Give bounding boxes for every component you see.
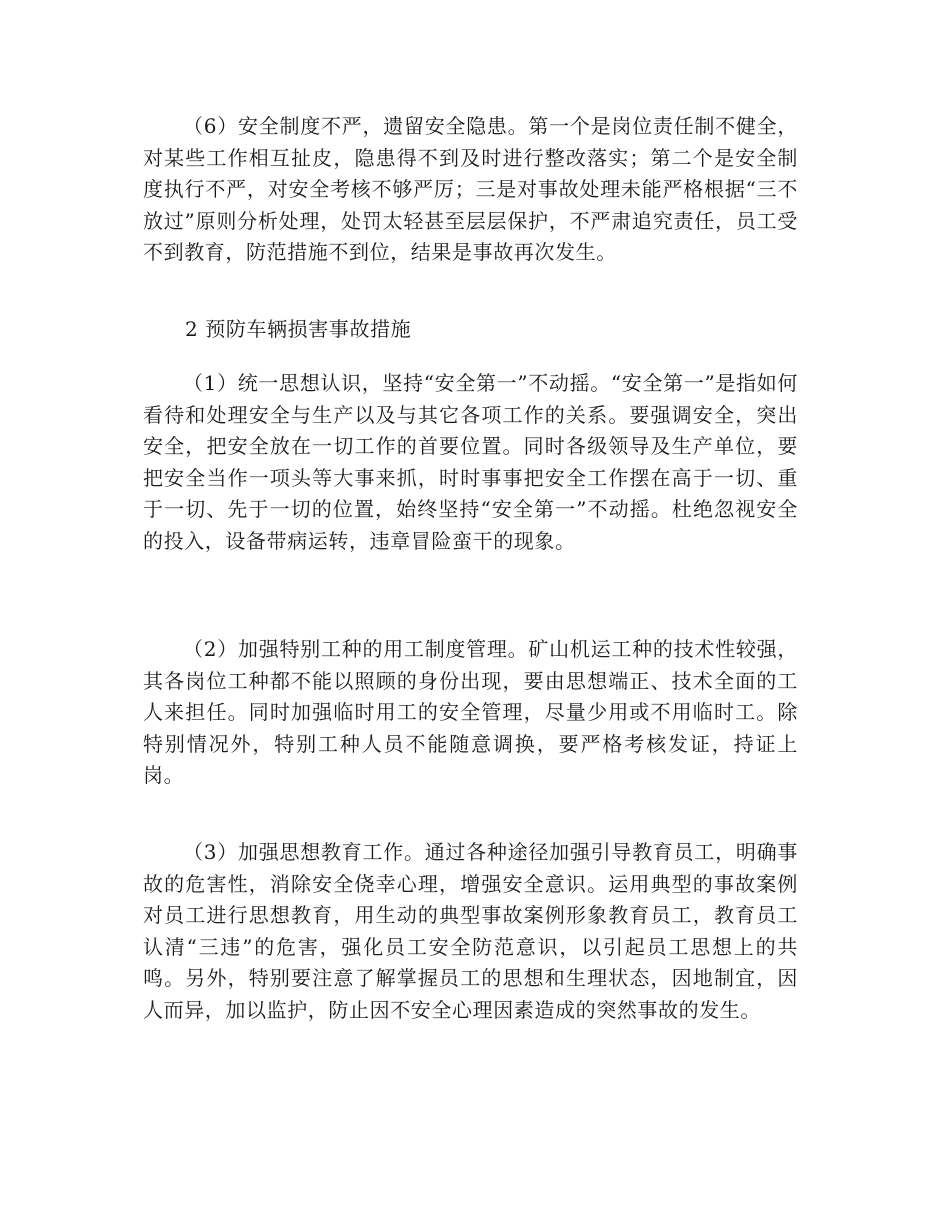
- section-heading-prevention-measures: 2 预防车辆损害事故措施: [185, 317, 412, 341]
- paragraph-special-workers: （2）加强特别工种的用工制度管理。矿山机运工种的技术性较强，其各岗位工种都不能以照顾的身份出现，要由思想端正、技术全面的工人来担任。同时加强临时用工的安全管理，尽量少用或不用临时工。除特别情况外，特别工种人员不能随意调换，要严格考核发证，持证上岗。: [143, 637, 798, 787]
- paragraph-safety-system: （6）安全制度不严，遗留安全隐患。第一个是岗位责任制不健全，对某些工作相互扯皮，隐患得不到及时进行整改落实；第二个是安全制度执行不严，对安全考核不够严厉；三是对事故处理未能严格根据“三不放过”原则分析处理，处罚太轻甚至层层保护，不严肃追究责任，员工受不到教育，防范措施不到位，结果是事故再次发生。: [143, 114, 798, 264]
- paragraph-unify-thinking: （1）统一思想认识，坚持“安全第一”不动摇。“安全第一”是指如何看待和处理安全与生产以及与其它各项工作的关系。要强调安全，突出安全，把安全放在一切工作的首要位置。同时各级领导及生产单位，要把安全当作一项头等大事来抓，时时事事把安全工作摆在高于一切、重于一切、先于一切的位置，始终坚持“安全第一”不动摇。杜绝忽视安全的投入，设备带病运转，违章冒险蛮干的现象。: [143, 371, 798, 553]
- paragraph-ideological-education: （3）加强思想教育工作。通过各种途径加强引导教育员工，明确事故的危害性，消除安全侥幸心理，增强安全意识。运用典型的事故案例对员工进行思想教育，用生动的典型事故案例形象教育员工，教育员工认清“三违”的危害，强化员工安全防范意识，以引起员工思想上的共鸣。另外，特别要注意了解掌握员工的思想和生理状态，因地制宜，因人而异，加以监护，防止因不安全心理因素造成的突然事故的发生。: [143, 840, 798, 1022]
